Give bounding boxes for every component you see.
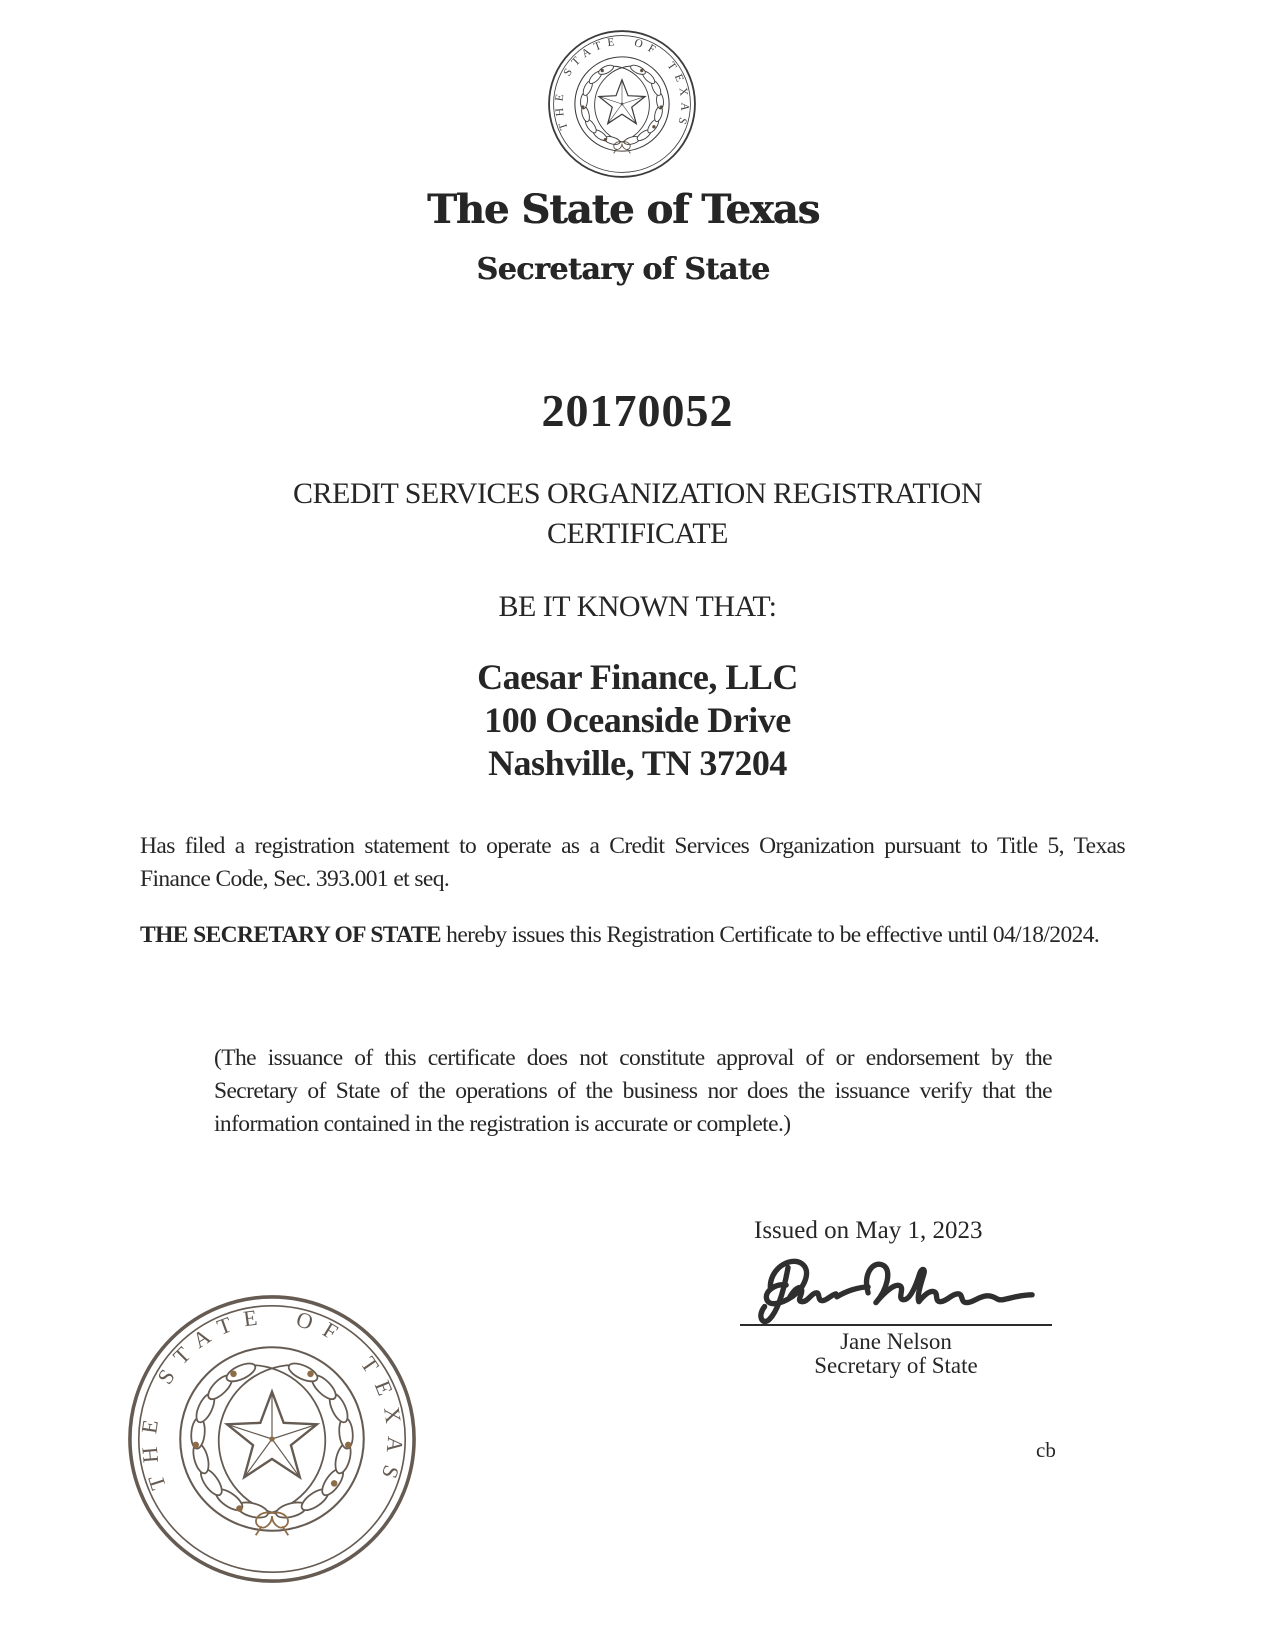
signature-line [740, 1324, 1052, 1326]
page-subtitle: Secretary of State [476, 252, 770, 287]
state-seal-top [546, 28, 698, 180]
filing-statement-paragraph: Has filed a registration statement to operate as a Credit Services Organization pursuant to Title 5, Texas Finance Code, Sec. 393.001 et seq. [140, 833, 1125, 892]
certificate-number: 20170052 [541, 385, 734, 436]
certificate-heading-line2: CERTIFICATE [546, 517, 729, 550]
registrant-address-line2: Nashville, TN 37204 [488, 743, 787, 783]
certificate-heading-line1: CREDIT SERVICES ORGANIZATION REGISTRATION [292, 477, 983, 510]
disclaimer-paragraph: (The issuance of this certificate does not constitute approval of or endorsement by the Secretary of State of the operations of the business nor does the issuance verify that the information contained in the registration is accurate or complete.) [214, 1045, 1052, 1137]
jane-nelson-signature [742, 1246, 1042, 1328]
issuance-paragraph [140, 919, 1125, 952]
certificate-heading [0, 474, 1275, 554]
clerk-initials: cb [1036, 1438, 1056, 1462]
registrant-address-line1: 100 Oceanside Drive [484, 700, 791, 740]
issuance-rest: hereby issues this Registration Certificate to be effective until 04/18/2024. [440, 922, 1100, 948]
signer-name: Jane Nelson [840, 1329, 952, 1354]
issued-on-date: Issued on May 1, 2023 [754, 1217, 983, 1244]
registrant-block [0, 656, 1275, 785]
issuance-lead: THE SECRETARY OF STATE [140, 922, 441, 948]
signer-title: Secretary of State [814, 1353, 978, 1378]
signer-block [740, 1330, 1052, 1378]
salutation: BE IT KNOWN THAT: [498, 590, 777, 623]
page-title: The State of Texas [426, 186, 820, 233]
state-seal-bottom [124, 1291, 420, 1587]
registrant-name: Caesar Finance, LLC [477, 657, 798, 697]
